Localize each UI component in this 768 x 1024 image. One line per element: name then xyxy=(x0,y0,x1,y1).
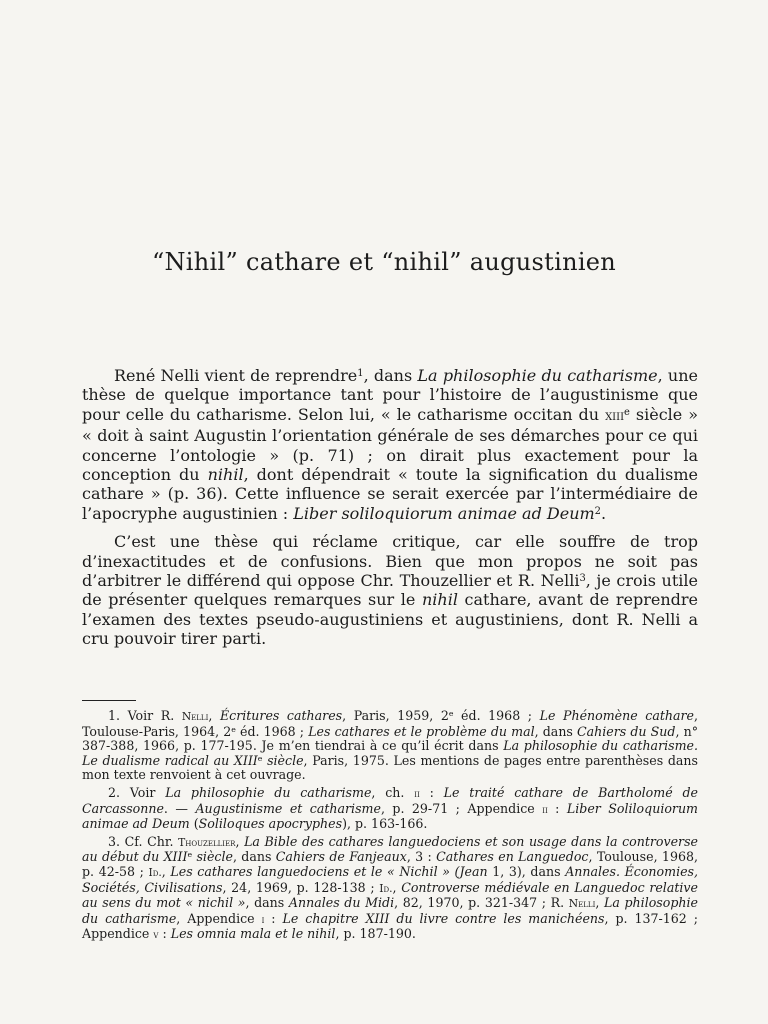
text-run: siècle » « doit à saint Augustin l’orientation générale de ses démarches pour ce qui concerne l’ontologie » (p. 71) ; on dirait plus exactement pour la conception du xyxy=(82,404,699,485)
text-run: ), p. 163-166. xyxy=(342,816,428,832)
paragraph-2 xyxy=(82,532,698,648)
text-run: , p. 29-71 ; Appendice xyxy=(380,800,543,816)
text-run: . — xyxy=(163,800,196,816)
text-run: , 82, 1970, p. 321-347 ; R. xyxy=(394,895,569,911)
appendix-numeral: i xyxy=(261,912,265,926)
text-run: , 24, 1969, p. 128-138 ; xyxy=(222,879,380,895)
text-run: , xyxy=(595,895,604,911)
text-run: 2. Voir xyxy=(108,784,166,800)
article-title: Les cathares languedociens et le « Nichil » (Jean xyxy=(170,863,488,879)
text-run: , ch. xyxy=(371,784,415,800)
text-run: , dans xyxy=(363,366,418,385)
author-name: Thouzellier xyxy=(178,835,236,849)
volume-title: Cathares en Languedoc xyxy=(436,849,589,865)
chapter-numeral: ii xyxy=(414,786,420,800)
footnote-3 xyxy=(82,835,698,943)
text-run: 3. Cf. Chr. xyxy=(108,833,179,849)
text-run: ( xyxy=(189,816,199,832)
article-title: La Bible des cathares languedociens et son usage dans la controverse au début du XIII xyxy=(82,833,698,865)
text-run: , xyxy=(161,863,171,879)
footnote-rule xyxy=(82,700,136,701)
author-name: Nelli xyxy=(568,897,596,911)
book-title: Soliloques apocryphes xyxy=(198,816,343,832)
text-run: , Toulouse-Paris, 1964, 2 xyxy=(82,708,698,739)
superscript: e xyxy=(624,406,630,418)
text-run: , je crois utile de présenter quelques remarques sur le xyxy=(82,571,698,610)
text-run: , Paris, 1959, 2 xyxy=(342,708,449,723)
text-run: , xyxy=(235,833,245,849)
text-run: . xyxy=(600,503,607,523)
text-run: , dans xyxy=(534,723,578,739)
paragraph-1 xyxy=(82,366,698,523)
chapter-title: Les omnia mala et le nihil xyxy=(170,926,336,942)
text-run: , Toulouse, 1968, p. 42-58 ; xyxy=(82,849,698,879)
article-title: Controverse médiévale en Languedoc relative au sens du mot « nichil » xyxy=(82,879,698,911)
chapter-title: Le chapitre XIII du livre contre les manichéens xyxy=(282,910,605,926)
footnotes xyxy=(82,709,698,943)
superscript: e xyxy=(187,850,193,860)
text-run: , une thèse de quelque importance tant pour l’histoire de l’augustinisme que pour celle du catharisme. Selon lui, « le catharisme occitan du xyxy=(82,366,699,424)
text-run: éd. 1968 ; xyxy=(453,708,540,723)
text-run: : xyxy=(264,910,283,926)
superscript: e xyxy=(448,709,454,719)
text-run: : xyxy=(547,800,567,816)
footnote-2 xyxy=(82,786,698,832)
text-run: : xyxy=(158,926,171,942)
term: nihil xyxy=(421,590,458,610)
text-run: , dans xyxy=(245,895,289,911)
text-run: , xyxy=(392,879,402,895)
book-title: Liber soliloquiorum animae ad Deum xyxy=(293,503,595,523)
book-title: La philosophie du catharisme. Le dualisme radical au XIII xyxy=(82,738,698,768)
text-run: : xyxy=(419,784,444,800)
article-body xyxy=(82,366,698,649)
century-numeral: xiii xyxy=(605,407,625,424)
journal-title: Cahiers de Fanjeaux xyxy=(275,849,407,865)
journal-title: Cahiers du Sud xyxy=(577,723,676,739)
text-run: 1. Voir R. xyxy=(108,708,182,723)
text-run: , Appendice xyxy=(176,910,262,926)
author-name: Id. xyxy=(148,865,162,879)
book-title: siècle xyxy=(262,752,304,768)
text-run: 1, 3), dans xyxy=(487,863,566,879)
book-title: La philosophie du catharisme xyxy=(417,366,658,385)
text-run: , Paris, 1975. Les mentions de pages entre parenthèses dans mon texte renvoient à cet ouvrage. xyxy=(82,752,698,783)
footnote-ref-3: 3 xyxy=(579,573,586,585)
superscript: e xyxy=(257,753,263,763)
book-title: Les cathares et le problème du mal xyxy=(308,723,535,739)
article-title: “Nihil” cathare et “nihil” augustinien xyxy=(151,248,617,276)
text-run: , p. 187-190. xyxy=(335,926,416,942)
author-name: Id. xyxy=(379,881,393,895)
journal-title: Annales. Économies, Sociétés, Civilisations xyxy=(82,863,699,895)
chapter-title: Augustinisme et catharisme xyxy=(195,800,381,816)
text-run: éd. 1968 ; xyxy=(235,723,309,739)
book-title: La philosophie du catharisme xyxy=(165,784,372,800)
author-name: Nelli xyxy=(181,710,209,723)
term: nihil xyxy=(207,465,244,485)
text-run: C’est une thèse qui réclame critique, car elle souffre de trop d’inexactitudes et de confusions. Bien que mon propos ne soit pas d’arbitrer le différend qui oppose Chr. Thouzellier et R. Nelli xyxy=(82,532,698,591)
text-run: René Nelli vient de reprendre xyxy=(114,366,358,385)
footnote-ref-1: 1 xyxy=(357,368,364,380)
text-run: , dans xyxy=(232,849,276,865)
book-title: Le Phénomène cathare xyxy=(539,708,694,723)
appendix-numeral: ii xyxy=(542,802,548,816)
article-title: siècle xyxy=(192,849,233,865)
footnote-ref-2: 2 xyxy=(594,505,601,517)
book-title: Liber Soliloquiorum animae ad Deum xyxy=(82,800,698,832)
chapter-title: Le traité cathare de Bartholomé de Carcassonne xyxy=(82,784,699,816)
journal-title: Annales du Midi xyxy=(288,895,395,911)
text-run: cathare, avant de reprendre l’examen des textes pseudo-augustiniens et augustiniens, dont R. Nelli a cru pouvoir tirer parti. xyxy=(82,590,698,649)
book-title: Écritures cathares xyxy=(219,708,343,723)
superscript: e xyxy=(231,724,236,734)
appendix-numeral: v xyxy=(153,928,159,942)
book-title: La philosophie du catharisme xyxy=(82,895,699,926)
text-run: , p. 137-162 ; Appendice xyxy=(82,910,699,942)
footnote-1 xyxy=(82,709,698,783)
text-run: , xyxy=(208,708,220,723)
text-run: , 3 : xyxy=(406,849,437,865)
text-run: , dont dépendrait « toute la signification du dualisme cathare » (p. 36). Cette influence se serait exercée par l’intermédiaire de l’apocryphe augustinien : xyxy=(82,465,698,523)
text-run: , n° 387-388, 1966, p. 177-195. Je m’en tiendrai à ce qu’il écrit dans xyxy=(82,723,698,754)
